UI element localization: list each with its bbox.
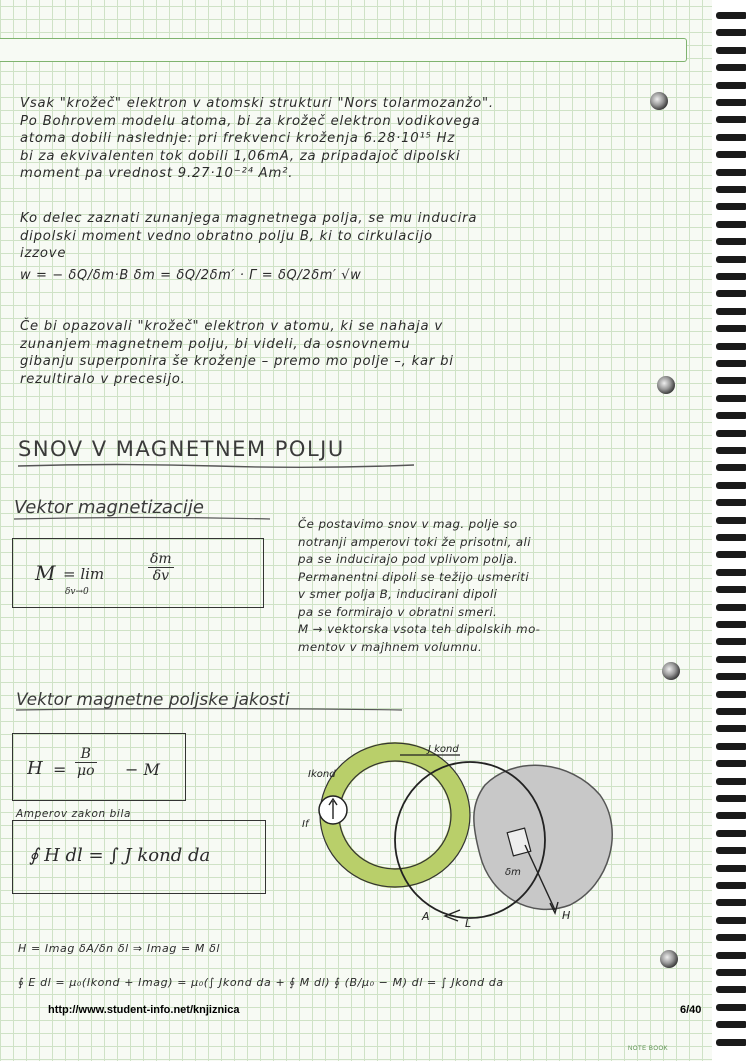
magnetization-lhs: M [35,561,56,585]
spiral-coil [716,847,746,854]
spiral-coil [716,1039,746,1046]
spiral-coil [716,917,746,924]
spiral-coil [716,812,746,819]
spiral-coil [716,325,746,332]
field-equals: = [53,760,67,779]
magnetization-formula-box [12,538,264,608]
material-blob [474,765,612,909]
spiral-coil [716,186,746,193]
bottom-formula-1: H = Imag δA/δn δl ⇒ Imag = M δl [18,942,221,955]
label-jkond: J kond [428,744,459,755]
page-number: 6/40 [680,1004,702,1016]
text-line: zunanjem magnetnem polju, bi videli, da osnovnemu [20,336,411,352]
punch-hole [657,376,675,394]
bottom-formula-2: ∮ E dl = μ₀(Ikond + Imag) = μ₀(∫ Jkond da + ∮ M dl) ∮ (B/μ₀ − M) dl = ∫ Jkond da [18,976,504,989]
ampere-integral: ∮ H dl = ∫ J kond da [29,845,211,866]
fraction-denominator: μo [77,763,95,779]
spiral-coil [716,482,746,489]
spiral-coil [716,778,746,785]
text-line: notranji amperovi toki že prisotni, ali [298,534,531,549]
text-line: Permanentni dipoli se težijo usmeriti [298,569,530,584]
text-line: pa se inducirajo pod vplivom polja. [298,552,519,566]
spiral-coil [716,1004,746,1011]
label-ikond: Ikond [308,769,336,780]
label-dm: δm [505,867,521,878]
spiral-coil [716,708,746,715]
spiral-coil [716,430,746,437]
spiral-coil [716,899,746,906]
spiral-coil [716,551,746,558]
ampere-label: Amperov zakon bila [16,808,132,820]
text-line: pa se formirajo v obratni smeri. [298,604,498,619]
punch-hole [660,950,678,968]
magnetization-lim: = lim [63,565,105,583]
spiral-coil [716,830,746,837]
spiral-coil [716,412,746,419]
spiral-coil [716,621,746,628]
paragraph-bohr [20,95,640,183]
magnetic-circuit-diagram [300,735,620,935]
text-line: gibanju superponira še kroženje – premo mo polje –, kar bi [20,354,454,369]
text-line: Po Bohrovem modelu atoma, bi za krožeč elektron vodikovega [20,113,481,129]
spiral-coil [716,343,746,350]
spiral-coil [716,882,746,889]
spiral-coil [716,82,746,89]
text-line: atoma dobili naslednje: pri frekvenci kroženja 6.28·10¹⁵ Hz [20,131,456,146]
text-line: moment pa vrednost 9.27·10⁻²⁴ Am². [20,166,294,181]
fraction-denominator: δv [152,568,170,584]
text-line: Če bi opazovali "krožeč" elektron v atomu, ki se nahaja v [20,319,443,334]
label-if: If [302,819,309,830]
green-current-loop [330,752,460,878]
text-line: izzove [20,246,67,261]
text-line: dipolski moment vedno obratno polju B, ki to cirkulacijo [20,228,433,244]
spiral-coil [716,986,746,993]
field-strength-underline [14,707,404,713]
spiral-coil [716,743,746,750]
text-line: Če postavimo snov v mag. polje so [298,517,518,531]
text-line: rezultiralo v precesijo. [20,371,186,387]
section-title: SNOV V MAGNETNEM POLJU [18,437,345,461]
spiral-binding [710,0,750,1061]
spiral-coil [716,151,746,158]
text-line: v smer polja B, inducirani dipoli [298,587,498,601]
spiral-coil [716,256,746,263]
notebook-brand: NOTE BOOK [628,1046,669,1052]
footer-url: http://www.student-info.net/knjiznica [48,1004,240,1016]
spiral-coil [716,656,746,663]
spiral-coil [716,517,746,524]
fraction-numerator: δm [150,551,172,567]
spiral-coil [716,795,746,802]
ampere-law-box [12,820,266,894]
spiral-coil [716,290,746,297]
spiral-coil [716,586,746,593]
spiral-coil [716,169,746,176]
spiral-coil [716,221,746,228]
spiral-coil [716,569,746,576]
spiral-coil [716,934,746,941]
paragraph-induced [20,210,640,263]
field-strength-title: Vektor magnetne poljske jakosti [16,690,290,710]
spiral-coil [716,638,746,645]
label-a: A [422,910,430,923]
spiral-coil [716,691,746,698]
spiral-coil [716,760,746,767]
magnetization-description [298,516,628,656]
spiral-coil [716,464,746,471]
field-minus-M: − M [125,760,160,779]
text-line: bi za ekvivalenten tok dobili 1,06mA, za pripadajoč dipolski [20,148,461,164]
spiral-coil [716,952,746,959]
spiral-coil [716,447,746,454]
spiral-coil [716,725,746,732]
spiral-coil [716,499,746,506]
spiral-coil [716,1021,746,1028]
spiral-coil [716,865,746,872]
spiral-coil [716,969,746,976]
dipole-formula: w = − δQ/δm·B δm = δQ/2δm′ · Γ = δQ/2δm′ √w [20,268,362,283]
spiral-coil [716,134,746,141]
magnetization-title: Vektor magnetizacije [14,497,204,518]
spiral-coil [716,29,746,36]
spiral-coil [716,604,746,611]
spiral-coil [716,238,746,245]
label-h: H [562,909,571,922]
spiral-coil [716,377,746,384]
text-line: Vsak "krožeč" elektron v atomski strukturi "Nors tolarmozanžo". [20,96,494,111]
spiral-coil [716,116,746,123]
spiral-coil [716,673,746,680]
label-l: L [465,917,472,930]
spiral-coil [716,12,746,19]
magnetization-lim-sub: δv→0 [65,587,89,597]
fraction-numerator: B [75,746,97,763]
spiral-coil [716,47,746,54]
text-line: mentov v majhnem volumnu. [298,639,483,654]
magnetization-underline [12,516,272,522]
text-line: Ko delec zaznati zunanjega magnetnega polja, se mu inducira [20,211,478,226]
spiral-coil [716,99,746,106]
header-band [0,38,687,62]
field-strength-formula-box [12,733,186,801]
spiral-coil [716,203,746,210]
punch-hole [650,92,668,110]
field-H: H [27,758,43,779]
spiral-coil [716,360,746,367]
spiral-coil [716,534,746,541]
section-underline [16,462,416,470]
paragraph-precession [20,318,640,388]
punch-hole [662,662,680,680]
magnetization-fraction [148,551,174,584]
spiral-coil [716,273,746,280]
text-line: M → vektorska vsota teh dipolskih mo- [298,622,541,636]
spiral-coil [716,308,746,315]
field-fraction [75,746,97,779]
spiral-coil [716,64,746,71]
spiral-coil [716,395,746,402]
